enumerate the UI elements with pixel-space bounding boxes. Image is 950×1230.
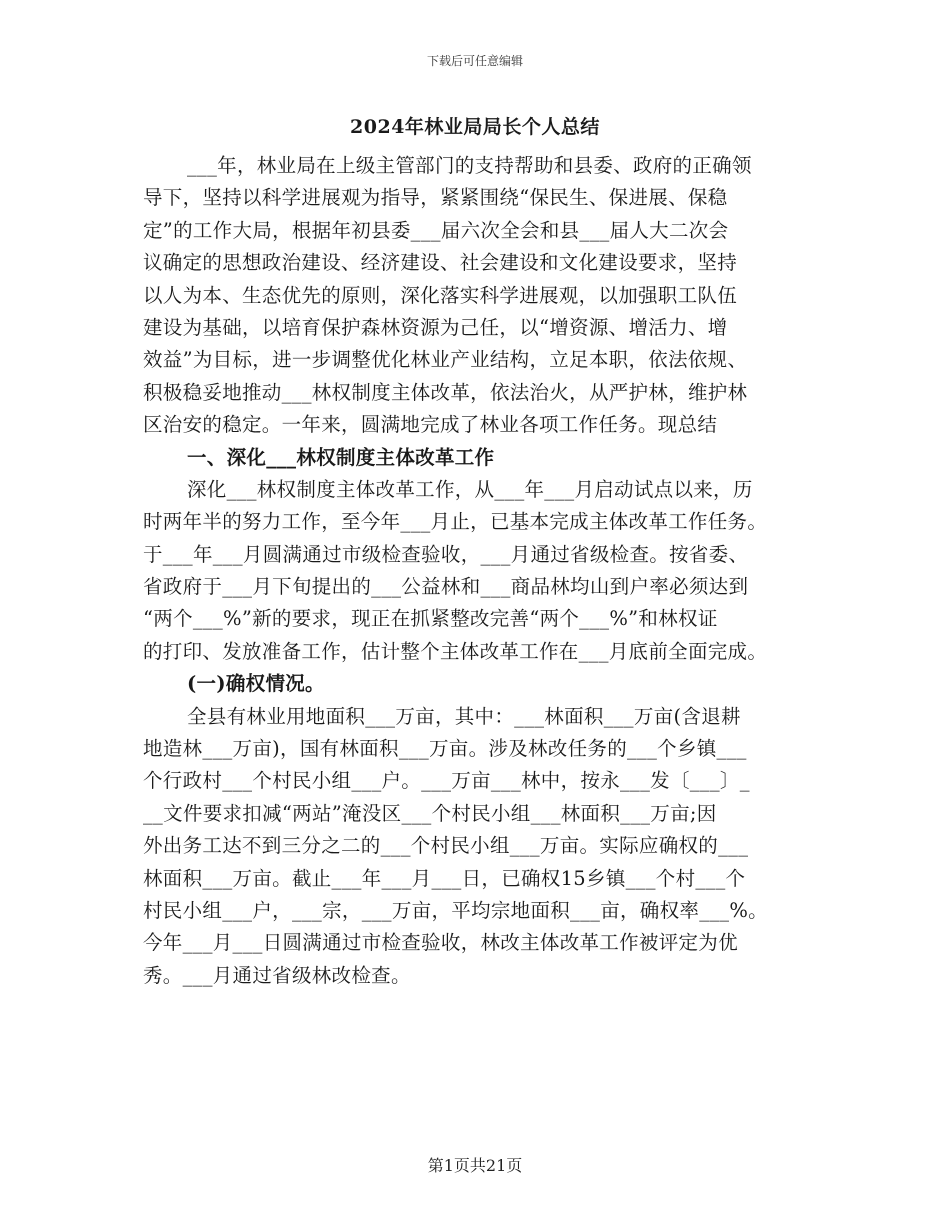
paragraph-line: 外出务工达不到三分之二的___个村民小组___万亩。实际应确权的___ — [143, 834, 749, 858]
paragraph-line: 议确定的思想政治建设、经济建设、社会建设和文化建设要求，坚持 — [143, 251, 738, 275]
section-heading: 一、深化___林权制度主体改革工作 — [187, 445, 495, 469]
paragraph-line: ___年，林业局在上级主管部门的支持帮助和县委、政府的正确领 — [187, 154, 752, 177]
paragraph-line: 定”的工作大局，根据年初县委___届六次全会和县___届人大二次会 — [143, 218, 729, 242]
paragraph-line: 地造林___万亩)，国有林面积___万亩。涉及林改任务的___个乡镇___ — [143, 737, 747, 761]
section-heading: (一)确权情况。 — [187, 672, 325, 696]
paragraph-line: “两个___%”新的要求，现正在抓紧整改完善“两个___%”和林权证 — [143, 607, 718, 631]
paragraph-line: 秀。___月通过省级林改检查。 — [143, 963, 411, 987]
paragraph-line: 以人为本、生态优先的原则，深化落实科学进展观，以加强职工队伍 — [143, 283, 738, 307]
paragraph-line: 时两年半的努力工作，至今年___月止，已基本完成主体改革工作任务。 — [143, 510, 768, 534]
paragraph-line: 村民小组___户，___宗，___万亩，平均宗地面积___亩，确权率___%。 — [143, 898, 768, 922]
paragraph-line: 今年___月___日圆满通过市检查验收，林改主体改革工作被评定为优 — [143, 931, 738, 955]
document-body — [143, 150, 808, 992]
paragraph-line: 积极稳妥地推动___林权制度主体改革，依法治火，从严护林，维护林 — [143, 380, 748, 404]
paragraph-line: 个行政村___个村民小组___户。___万亩___林中，按永___发〔___〕_ — [143, 769, 750, 793]
page-number-footer: 第1页共21页 — [427, 1156, 523, 1175]
paragraph-line: 全县有林业用地面积___万亩，其中：___林面积___万亩(含退耕 — [187, 704, 741, 728]
paragraph-line: 省政府于___月下旬提出的___公益林和___商品林均山到户率必须达到 — [143, 575, 749, 599]
paragraph-line: 导下，坚持以科学进展观为指导，紧紧围绕“保民生、保进展、保稳 — [143, 186, 728, 210]
paragraph-line: 效益”为目标，进一步调整优化林业产业结构，立足本职，依法依规、 — [143, 348, 748, 372]
header-note: 下载后可任意编辑 — [426, 54, 523, 68]
paragraph-line: 的打印、发放准备工作，估计整个主体改革工作在___月底前全面完成。 — [143, 639, 768, 663]
paragraph-line: 林面积___万亩。截止___年___月___日，已确权15乡镇___个村___个 — [143, 866, 746, 890]
paragraph-line: 于___年___月圆满通过市级检查验收，___月通过省级检查。按省委、 — [143, 542, 749, 566]
paragraph-line: 建设为基础，以培育保护森林资源为己任，以“增资源、增活力、增 — [143, 315, 728, 339]
paragraph-line: 区治安的稳定。一年来，圆满地完成了林业各项工作任务。现总结 — [143, 413, 718, 437]
document-title: 2024年林业局局长个人总结 — [350, 116, 600, 138]
paragraph-line: __文件要求扣减“两站”淹没区___个村民小组___林面积___万亩;因 — [143, 801, 717, 825]
paragraph-line: 深化___林权制度主体改革工作，从___年___月启动试点以来，历 — [187, 477, 753, 501]
